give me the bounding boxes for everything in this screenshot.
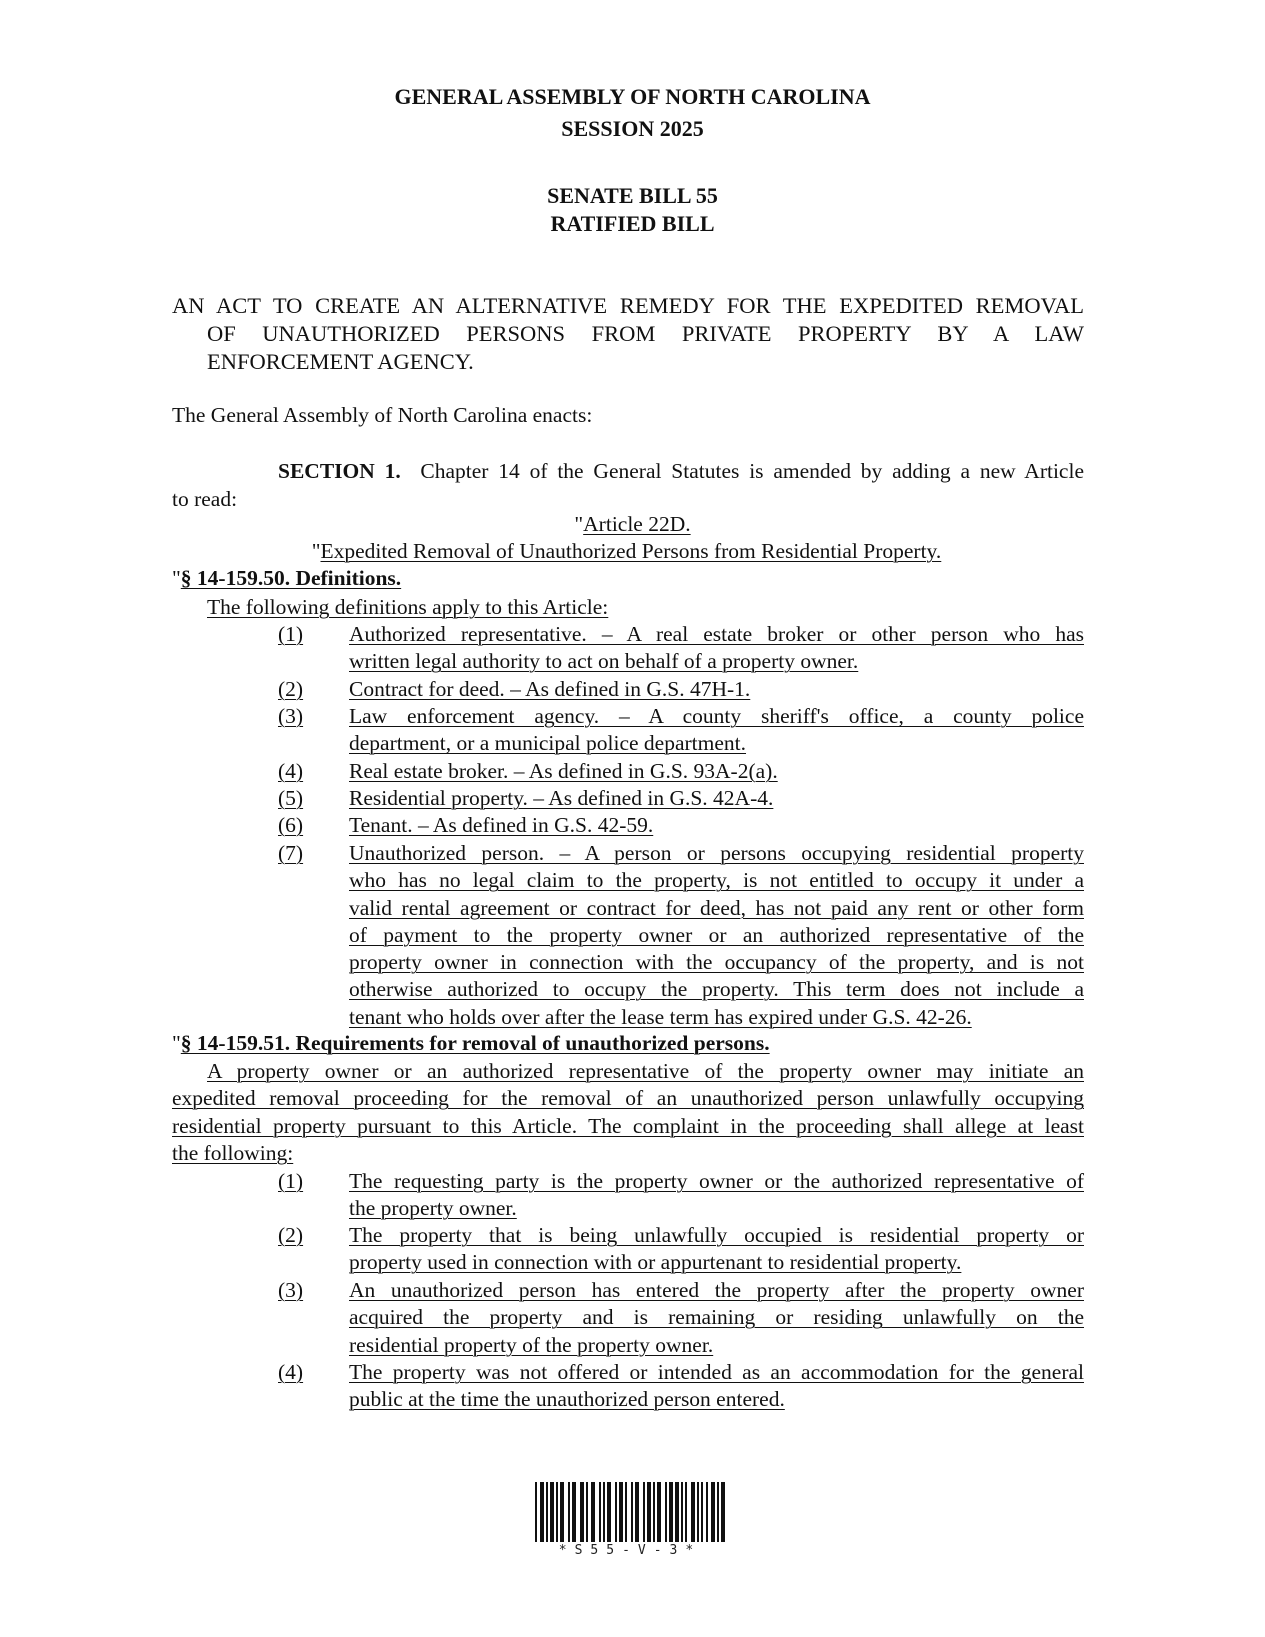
act-title-line-3: ENFORCEMENT AGENCY. — [207, 349, 474, 374]
bill-page: GENERAL ASSEMBLY OF NORTH CAROLINA SESSION 2025 SENATE BILL 55 RATIFIED BILL AN ACT TO CREATE AN ALTERNATIVE REMEDY FOR THE EXPEDITED REMOVAL OF UNAUTHORIZED PERSONS FROM PRIVATE PROPERTY BY A LAW ENFORCEMENT AGENCY. The General Assembly of North Carolina enacts: SECTION 1. Chapter 14 of the General Statutes is amended by adding a new Article to read: "Article 22D. "Expedited Removal of Unauthorized Persons from Residential Property. "§ 14-159.50. Definitions. The following definitions apply to this Article: (1) Authorized representative. – A real estate broker or other person who has written legal authority to act on behalf of a property owner. (2) Contract for deed. – As defined in G.S. 47H-1. (3) Law enforcement agency. – A county sheriff's office, a county police department, or a municipal police department. (4) Real estate broker. – As defined in G.S. 93A-2(a). (5) Residential property. – As defined in G.S. 42A-4. (6) Tenant. – As defined in G.S. 42-59. (7) Unauthorized person. – A person or persons occupying residential property who has no legal claim to the property, is not entitled to occupy it under a valid rental agreement or contract for deed, has not paid any rent or other form of payment to the property owner or an authorized representative of the property owner in connection with the occupancy of the property, and is not otherwise authorized to occupy the property. This term does not include a tenant who holds over after the lease term has expired under G.S. 42-26. "§ 14-159.51. Requirements for removal of unauthorized persons. A property owner or an authorized representative of the property owner may initiate an expedited removal proceeding for the removal of an unauthorized person unlawfully occupying residential property pursuant to this Article. The complaint in the proceeding shall allege at least the following: (1) The requesting party is the property owner or the authorized representative of the property owner. (2) The property that is being unlawfully occupied is residential property or property used in connection with or appurtenant to residential property. (3) An unauthorized person has entered the property after the property owner acquired the property and is remaining or residing unlawfully on the residential property of the property owner. (4) The property was not offered or intended as an accommodation for the general public at the time the unauthorized person entered. *S55-V-3* — [0, 0, 1265, 1637]
enacting-clause: The General Assembly of North Carolina enacts: — [172, 403, 593, 427]
session-heading: SESSION 2025 — [561, 116, 704, 141]
assembly-heading: GENERAL ASSEMBLY OF NORTH CAROLINA — [394, 84, 871, 109]
requirements-paragraph: A property owner or an authorized representative of the property owner may initiate an expedited removal proceeding for the removal of an unauthorized person unlawfully occupying residential property pursuant to this Article. The complaint in the proceeding shall allege at least the following: — [172, 1059, 1084, 1165]
act-title — [172, 292, 1084, 376]
act-title-line-2: OF UNAUTHORIZED PERSONS FROM PRIVATE PROPERTY BY A LAW — [207, 321, 1084, 346]
section-1-label: SECTION 1. — [278, 459, 401, 483]
article-number: "Article 22D. — [574, 512, 691, 536]
bill-status-heading: RATIFIED BILL — [550, 211, 715, 236]
bill-number-heading: SENATE BILL 55 — [547, 183, 718, 208]
act-title-line-1: AN ACT TO CREATE AN ALTERNATIVE REMEDY FOR THE EXPEDITED REMOVAL — [172, 293, 1084, 318]
barcode-icon — [535, 1482, 725, 1542]
section-heading-14-159-51: "§ 14-159.51. Requirements for removal of unauthorized persons. — [172, 1031, 770, 1055]
section-1-text-line-2: to read: — [172, 487, 238, 511]
article-title: "Expedited Removal of Unauthorized Persons from Residential Property. — [311, 539, 942, 563]
section-1-text: Chapter 14 of the General Statutes is amended by adding a new Article — [420, 459, 1084, 483]
definition-item-1: (1) Authorized representative. – A real estate broker or other person who has written legal authority to act on behalf of a property owner. — [278, 622, 1084, 674]
barcode-label: *S55-V-3* — [558, 1543, 702, 1558]
definitions-intro: The following definitions apply to this Article: — [207, 595, 609, 619]
section-1-intro — [172, 457, 1084, 513]
section-heading-14-159-50: "§ 14-159.50. Definitions. — [172, 566, 402, 590]
